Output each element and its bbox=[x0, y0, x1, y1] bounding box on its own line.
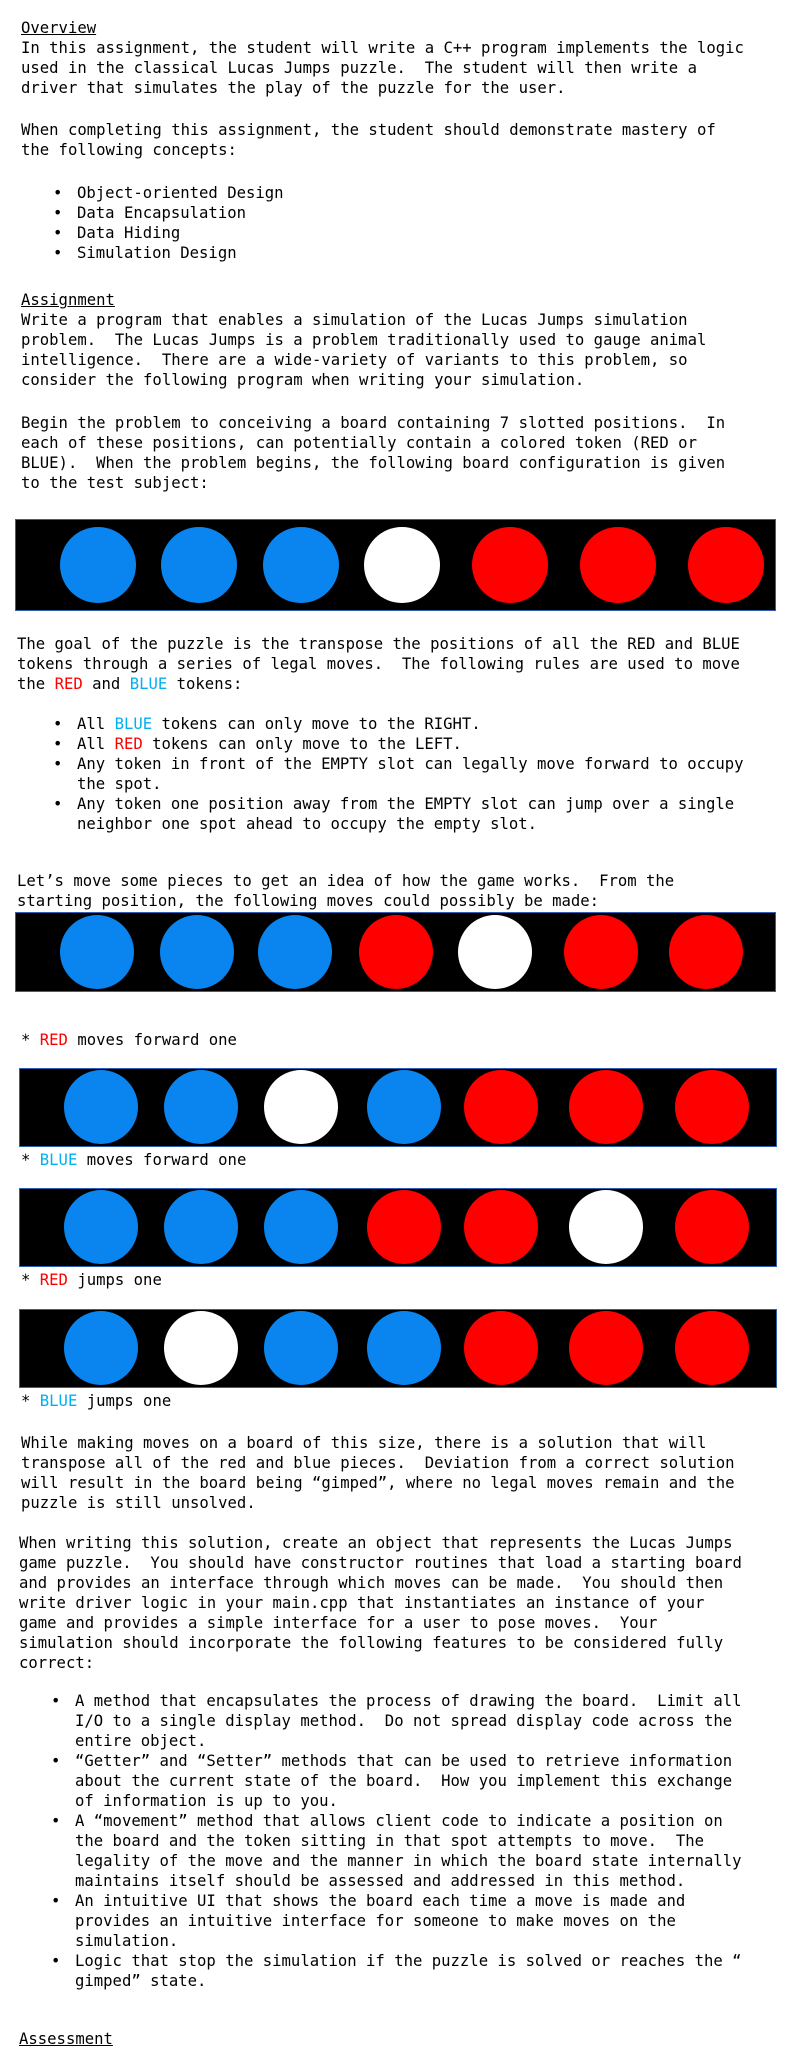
red-token bbox=[367, 1190, 441, 1264]
empty-slot bbox=[458, 915, 532, 989]
feature-item: • Logic that stop the simulation if the puzzle is solved or reaches the “ gimped” state. bbox=[19, 1951, 742, 1991]
goal-line-2: tokens through a series of legal moves. The following rules are used to move bbox=[17, 655, 740, 673]
red-word: RED bbox=[39, 1271, 68, 1289]
red-token bbox=[464, 1070, 538, 1144]
blue-token bbox=[64, 1070, 138, 1144]
goal-text: the bbox=[17, 675, 55, 693]
blue-token bbox=[161, 527, 237, 603]
moves-intro: Let’s move some pieces to get an idea of how the game works. From the starting position, the following moves could possibly be made: bbox=[17, 872, 675, 910]
rules-list bbox=[21, 714, 744, 834]
rule-text: tokens can only move to the RIGHT. bbox=[152, 715, 481, 733]
red-word: RED bbox=[54, 675, 83, 693]
empty-slot bbox=[364, 527, 440, 603]
assessment-heading: Assessment bbox=[19, 2030, 113, 2048]
board-move-1-svg bbox=[16, 913, 775, 991]
goal-line-1: The goal of the puzzle is the transpose the positions of all the RED and BLUE bbox=[17, 635, 740, 653]
caption-text: * bbox=[21, 1392, 40, 1410]
board-move-4 bbox=[19, 1309, 777, 1388]
goal-text: and bbox=[82, 675, 130, 693]
red-token bbox=[564, 915, 638, 989]
blue-token bbox=[164, 1190, 238, 1264]
rule-text: tokens can only move to the LEFT. bbox=[142, 735, 462, 753]
list-item: • Data Encapsulation bbox=[21, 203, 284, 223]
blue-word: BLUE bbox=[39, 1392, 78, 1410]
rule-item: • Any token in front of the EMPTY slot can legally move forward to occupy the spot. bbox=[21, 754, 744, 794]
empty-slot bbox=[164, 1311, 238, 1385]
caption-text: moves forward one bbox=[77, 1151, 247, 1169]
blue-word: BLUE bbox=[114, 715, 153, 733]
red-token bbox=[669, 915, 743, 989]
caption-1 bbox=[21, 1030, 237, 1050]
blue-token bbox=[264, 1311, 338, 1385]
caption-3 bbox=[21, 1270, 162, 1290]
empty-slot bbox=[569, 1190, 643, 1264]
feature-item: • An intuitive UI that shows the board each time a move is made and provides an intuitive interface for someone to make moves on the simulation. bbox=[19, 1891, 742, 1951]
blue-token bbox=[160, 915, 234, 989]
red-token bbox=[675, 1070, 749, 1144]
blue-word: BLUE bbox=[129, 675, 168, 693]
concepts-intro: When completing this assignment, the student should demonstrate mastery of the following concepts: bbox=[21, 121, 716, 159]
caption-text: moves forward one bbox=[67, 1031, 237, 1049]
blue-token bbox=[367, 1311, 441, 1385]
rule-item bbox=[21, 714, 744, 734]
caption-text: jumps one bbox=[67, 1271, 162, 1289]
feature-item: • A “movement” method that allows client code to indicate a position on the board and the token sitting in that spot attempts to move. The legality of the move and the manner in which the board state internally maintains itself should be assessed and addressed in this method. bbox=[19, 1811, 742, 1891]
red-token bbox=[464, 1311, 538, 1385]
solution-paragraph: While making moves on a board of this size, there is a solution that will transpose all of the red and blue pieces. Deviation from a correct solution will result in the board being “gimped”, where no legal moves remain and the puzzle is still unsolved. bbox=[21, 1434, 735, 1512]
red-token bbox=[580, 527, 656, 603]
blue-word: BLUE bbox=[39, 1151, 78, 1169]
caption-text: jumps one bbox=[77, 1392, 172, 1410]
red-token bbox=[359, 915, 433, 989]
blue-token bbox=[263, 527, 339, 603]
assignment-paragraph: Write a program that enables a simulation of the Lucas Jumps simulation problem. The Lucas Jumps is a problem traditionally used to gauge animal intelligence. There are a wide-variety of variants to this problem, so consider the following program when writing your simulation. bbox=[21, 311, 707, 389]
blue-token bbox=[164, 1070, 238, 1144]
blue-token bbox=[264, 1190, 338, 1264]
red-token bbox=[569, 1070, 643, 1144]
red-token bbox=[464, 1190, 538, 1264]
board-move-2-svg bbox=[20, 1069, 776, 1146]
board-move-3-svg bbox=[20, 1189, 776, 1266]
feature-item: • “Getter” and “Setter” methods that can be used to retrieve information about the current state of the board. How you implement this exchange of information is up to you. bbox=[19, 1751, 742, 1811]
red-token bbox=[675, 1311, 749, 1385]
caption-text: * bbox=[21, 1031, 40, 1049]
red-token bbox=[472, 527, 548, 603]
rule-text: All bbox=[77, 735, 115, 753]
empty-slot bbox=[264, 1070, 338, 1144]
writing-paragraph: When writing this solution, create an object that represents the Lucas Jumps game puzzle. You should have constructor routines that load a starting board and provides an interface through which moves can be made. You should then write driver logic in your main.cpp that instantiates an instance of your game and provides a simple interface for a user to pose moves. Your simulation should incorporate the following features to be considered fully correct: bbox=[19, 1534, 742, 1672]
caption-text: * bbox=[21, 1271, 40, 1289]
features-list bbox=[19, 1691, 742, 1991]
board-move-4-svg bbox=[20, 1310, 776, 1387]
caption-4 bbox=[21, 1391, 171, 1411]
red-token bbox=[569, 1311, 643, 1385]
board-start bbox=[15, 519, 776, 611]
rule-item: • Any token one position away from the EMPTY slot can jump over a single neighbor one spot ahead to occupy the empty slot. bbox=[21, 794, 744, 834]
blue-token bbox=[258, 915, 332, 989]
concepts-list bbox=[21, 183, 284, 263]
feature-item: • A method that encapsulates the process of drawing the board. Limit all I/O to a single display method. Do not spread display code across the entire object. bbox=[19, 1691, 742, 1751]
goal-text: tokens: bbox=[167, 675, 243, 693]
assignment-heading: Assignment bbox=[21, 291, 115, 309]
red-token bbox=[688, 527, 764, 603]
rule-item bbox=[21, 734, 744, 754]
list-item: • Simulation Design bbox=[21, 243, 284, 263]
overview-heading: Overview bbox=[21, 19, 97, 37]
caption-2 bbox=[21, 1150, 246, 1170]
board-move-1 bbox=[15, 912, 776, 992]
board-intro-paragraph: Begin the problem to conceiving a board containing 7 slotted positions. In each of these positions, can potentially contain a colored token (RED or BLUE). When the problem begins, the following board configuration is given to the test subject: bbox=[21, 414, 726, 492]
overview-paragraph: In this assignment, the student will write a C++ program implements the logic used in the classical Lucas Jumps puzzle. The student will then write a driver that simulates the play of the puzzle for the user. bbox=[21, 39, 744, 97]
board-move-2 bbox=[19, 1068, 777, 1147]
list-item: • Object-oriented Design bbox=[21, 183, 284, 203]
blue-token bbox=[60, 915, 134, 989]
board-start-svg bbox=[16, 520, 775, 610]
red-word: RED bbox=[39, 1031, 68, 1049]
caption-text: * bbox=[21, 1151, 40, 1169]
board-move-3 bbox=[19, 1188, 777, 1267]
goal-line-3 bbox=[17, 674, 242, 694]
blue-token bbox=[367, 1070, 441, 1144]
blue-token bbox=[64, 1190, 138, 1264]
red-token bbox=[675, 1190, 749, 1264]
rule-text: All bbox=[77, 715, 115, 733]
list-item: • Data Hiding bbox=[21, 223, 284, 243]
blue-token bbox=[64, 1311, 138, 1385]
blue-token bbox=[60, 527, 136, 603]
red-word: RED bbox=[114, 735, 143, 753]
